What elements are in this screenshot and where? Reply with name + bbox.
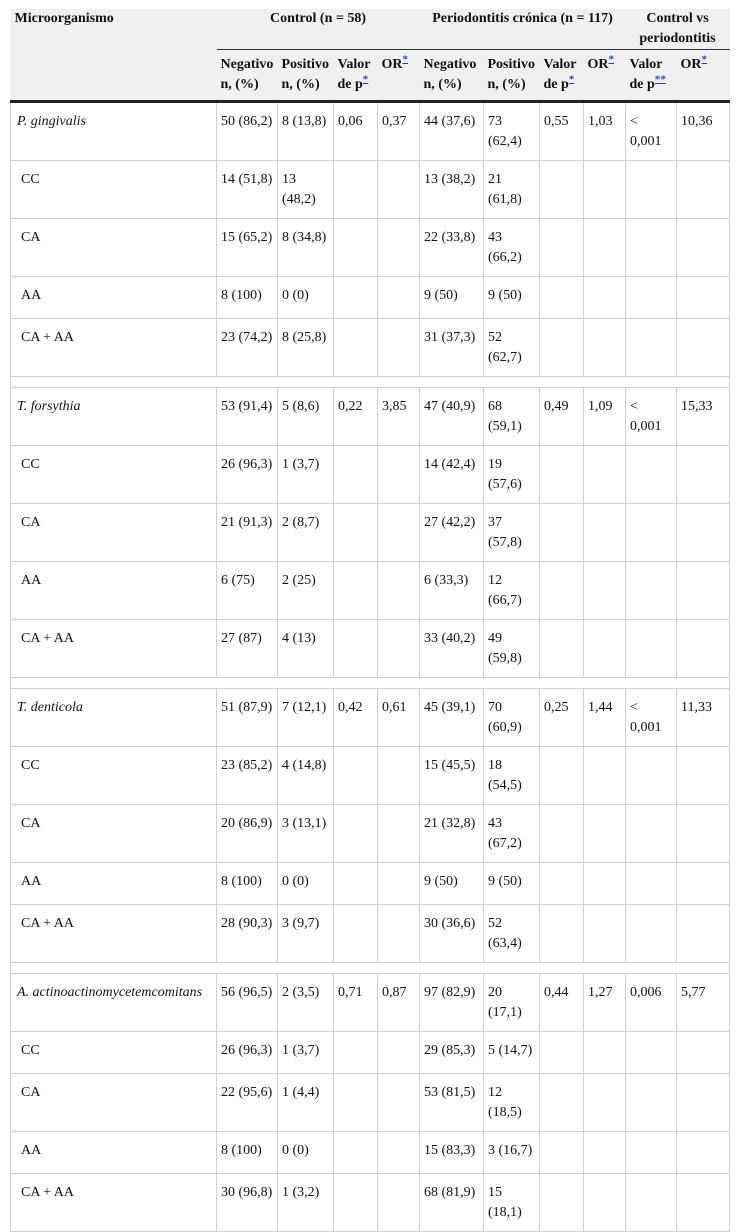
table-row-organism bbox=[11, 102, 730, 161]
cell-value: 13 (38,2) bbox=[420, 161, 484, 219]
table-row-organism bbox=[11, 974, 730, 1032]
cell-value: 68 (59,1) bbox=[484, 388, 540, 446]
cell-empty bbox=[540, 562, 584, 620]
footnote-link[interactable]: * bbox=[402, 53, 408, 66]
cell-empty bbox=[540, 1074, 584, 1132]
cell-value: 27 (42,2) bbox=[420, 504, 484, 562]
table-row-genotype bbox=[11, 1074, 730, 1132]
cell-value: 6 (75) bbox=[217, 562, 278, 620]
cell-value: 0 (0) bbox=[278, 277, 334, 319]
cell-empty bbox=[540, 805, 584, 863]
cell-value: 23 (85,2) bbox=[217, 747, 278, 805]
table-row-genotype bbox=[11, 562, 730, 620]
spacer-cell bbox=[11, 963, 730, 974]
cell-value: 68 (81,9) bbox=[420, 1174, 484, 1232]
subheader-or-vs bbox=[677, 50, 730, 102]
table-row-genotype bbox=[11, 1032, 730, 1074]
cell-empty bbox=[626, 747, 677, 805]
cell-value: 12 (18,5) bbox=[484, 1074, 540, 1132]
cell-value: 29 (85,3) bbox=[420, 1032, 484, 1074]
cell-value: 8 (100) bbox=[217, 863, 278, 905]
cell-value: 8 (13,8) bbox=[278, 102, 334, 161]
cell-value: 33 (40,2) bbox=[420, 620, 484, 678]
cell-value: 14 (51,8) bbox=[217, 161, 278, 219]
cell-empty bbox=[540, 863, 584, 905]
genotype-label: CA bbox=[11, 805, 217, 863]
cell-empty bbox=[677, 161, 730, 219]
cell-value: 26 (96,3) bbox=[217, 446, 278, 504]
cell-value: 7 (12,1) bbox=[278, 689, 334, 747]
cell-value: 8 (100) bbox=[217, 1132, 278, 1174]
cell-value: 10,36 bbox=[677, 102, 730, 161]
table-row-genotype bbox=[11, 905, 730, 963]
organism-name-text: T. denticola bbox=[17, 700, 83, 715]
cell-value: 11,33 bbox=[677, 689, 730, 747]
cell-value: 8 (25,8) bbox=[278, 319, 334, 377]
genotype-label: CA bbox=[11, 219, 217, 277]
cell-empty bbox=[334, 620, 378, 678]
cell-empty bbox=[378, 277, 420, 319]
genotype-label: CC bbox=[11, 1032, 217, 1074]
cell-empty bbox=[334, 1032, 378, 1074]
cell-value: 15,33 bbox=[677, 388, 730, 446]
cell-empty bbox=[540, 747, 584, 805]
cell-empty bbox=[584, 319, 626, 377]
cell-value: 56 (96,5) bbox=[217, 974, 278, 1032]
cell-empty bbox=[626, 1132, 677, 1174]
cell-value: 0,06 bbox=[334, 102, 378, 161]
table-row-genotype bbox=[11, 219, 730, 277]
cell-empty bbox=[378, 319, 420, 377]
cell-value: 0 (0) bbox=[278, 863, 334, 905]
group-header-control: Control (n = 58) bbox=[217, 9, 420, 50]
cell-empty bbox=[584, 161, 626, 219]
cell-value: 37 (57,8) bbox=[484, 504, 540, 562]
cell-empty bbox=[540, 1032, 584, 1074]
cell-value: 97 (82,9) bbox=[420, 974, 484, 1032]
cell-value: 0,42 bbox=[334, 689, 378, 747]
cell-empty bbox=[584, 1074, 626, 1132]
cell-value: 30 (96,8) bbox=[217, 1174, 278, 1232]
organism-name-text: T. forsythia bbox=[17, 399, 81, 414]
cell-empty bbox=[540, 446, 584, 504]
table-body bbox=[11, 102, 730, 1232]
col-header-microorganismo: Microorganismo bbox=[11, 9, 217, 50]
genotype-label: CA bbox=[11, 504, 217, 562]
cell-empty bbox=[334, 219, 378, 277]
cell-empty bbox=[677, 1074, 730, 1132]
table-row-genotype bbox=[11, 620, 730, 678]
table-row-genotype bbox=[11, 805, 730, 863]
cell-empty bbox=[378, 504, 420, 562]
cell-empty bbox=[584, 1032, 626, 1074]
cell-empty bbox=[540, 319, 584, 377]
cell-value: 73 (62,4) bbox=[484, 102, 540, 161]
cell-empty bbox=[626, 1174, 677, 1232]
spacer-cell bbox=[11, 377, 730, 388]
cell-value: 0,22 bbox=[334, 388, 378, 446]
genotype-label: AA bbox=[11, 863, 217, 905]
cell-empty bbox=[334, 1074, 378, 1132]
cell-value: 18 (54,5) bbox=[484, 747, 540, 805]
cell-value: 0 (0) bbox=[278, 1132, 334, 1174]
cell-empty bbox=[334, 905, 378, 963]
cell-value: 9 (50) bbox=[420, 863, 484, 905]
subheader-valor-p-label: Valor de p bbox=[337, 57, 371, 92]
cell-value: 8 (100) bbox=[217, 277, 278, 319]
subheader-or-label: OR bbox=[381, 57, 403, 72]
genotype-label: AA bbox=[11, 1132, 217, 1174]
cell-value: < 0,001 bbox=[626, 689, 677, 747]
cell-value: 43 (66,2) bbox=[484, 219, 540, 277]
cell-value: 9 (50) bbox=[484, 277, 540, 319]
cell-empty bbox=[540, 219, 584, 277]
cell-value: 3 (9,7) bbox=[278, 905, 334, 963]
cell-empty bbox=[584, 1132, 626, 1174]
cell-empty bbox=[378, 1174, 420, 1232]
cell-value: 1 (3,2) bbox=[278, 1174, 334, 1232]
cell-value: 70 (60,9) bbox=[484, 689, 540, 747]
cell-value: 4 (13) bbox=[278, 620, 334, 678]
cell-empty bbox=[378, 161, 420, 219]
cell-value: 5,77 bbox=[677, 974, 730, 1032]
footnote-link[interactable]: * bbox=[568, 73, 575, 86]
subheader-positivo: Positivo n, (%) bbox=[484, 50, 540, 102]
cell-value: 49 (59,8) bbox=[484, 620, 540, 678]
cell-empty bbox=[378, 219, 420, 277]
group-spacer bbox=[11, 678, 730, 689]
cell-value: 2 (25) bbox=[278, 562, 334, 620]
table-row-genotype bbox=[11, 277, 730, 319]
cell-value: 1,27 bbox=[584, 974, 626, 1032]
group-spacer bbox=[11, 377, 730, 388]
cell-value: 53 (91,4) bbox=[217, 388, 278, 446]
group-header-periodontitis: Periodontitis crónica (n = 117) bbox=[420, 9, 626, 50]
cell-empty bbox=[677, 562, 730, 620]
organism-name bbox=[11, 689, 217, 747]
genotype-label: AA bbox=[11, 277, 217, 319]
cell-empty bbox=[378, 1032, 420, 1074]
cell-empty bbox=[334, 805, 378, 863]
cell-empty bbox=[334, 562, 378, 620]
cell-empty bbox=[334, 277, 378, 319]
subheader-or bbox=[584, 50, 626, 102]
cell-value: 44 (37,6) bbox=[420, 102, 484, 161]
cell-value: 27 (87) bbox=[217, 620, 278, 678]
cell-empty bbox=[626, 1074, 677, 1132]
cell-value: 22 (95,6) bbox=[217, 1074, 278, 1132]
cell-value: 53 (81,5) bbox=[420, 1074, 484, 1132]
cell-empty bbox=[540, 161, 584, 219]
cell-empty bbox=[334, 747, 378, 805]
cell-empty bbox=[626, 863, 677, 905]
cell-empty bbox=[540, 277, 584, 319]
genotype-label: CA + AA bbox=[11, 620, 217, 678]
header-empty-cell bbox=[11, 50, 217, 102]
cell-value: 21 (61,8) bbox=[484, 161, 540, 219]
cell-value: 22 (33,8) bbox=[420, 219, 484, 277]
cell-value: 4 (14,8) bbox=[278, 747, 334, 805]
spacer-cell bbox=[11, 678, 730, 689]
cell-empty bbox=[378, 905, 420, 963]
cell-value: 0,61 bbox=[378, 689, 420, 747]
cell-empty bbox=[584, 905, 626, 963]
cell-value: 52 (62,7) bbox=[484, 319, 540, 377]
cell-empty bbox=[677, 319, 730, 377]
cell-value: 12 (66,7) bbox=[484, 562, 540, 620]
cell-value: 47 (40,9) bbox=[420, 388, 484, 446]
genotype-label: CC bbox=[11, 747, 217, 805]
cell-empty bbox=[584, 219, 626, 277]
cell-empty bbox=[677, 805, 730, 863]
cell-value: 3,85 bbox=[378, 388, 420, 446]
cell-empty bbox=[677, 277, 730, 319]
subheader-positivo: Positivo n, (%) bbox=[278, 50, 334, 102]
table-row-genotype bbox=[11, 504, 730, 562]
subheader-negativo: Negativo n, (%) bbox=[217, 50, 278, 102]
cell-value: 1 (4,4) bbox=[278, 1074, 334, 1132]
cell-value: 6 (33,3) bbox=[420, 562, 484, 620]
cell-empty bbox=[626, 1032, 677, 1074]
cell-value: 21 (32,8) bbox=[420, 805, 484, 863]
cell-value: 28 (90,3) bbox=[217, 905, 278, 963]
footnote-link[interactable]: * bbox=[701, 53, 708, 66]
cell-value: 50 (86,2) bbox=[217, 102, 278, 161]
cell-value: 1 (3,7) bbox=[278, 1032, 334, 1074]
cell-empty bbox=[584, 504, 626, 562]
table-row-genotype bbox=[11, 747, 730, 805]
cell-empty bbox=[677, 620, 730, 678]
cell-empty bbox=[626, 905, 677, 963]
cell-value: 31 (37,3) bbox=[420, 319, 484, 377]
table-row-genotype bbox=[11, 446, 730, 504]
cell-value: 15 (83,3) bbox=[420, 1132, 484, 1174]
cell-empty bbox=[378, 805, 420, 863]
cell-empty bbox=[677, 863, 730, 905]
cell-empty bbox=[378, 747, 420, 805]
cell-value: 20 (86,9) bbox=[217, 805, 278, 863]
cell-empty bbox=[677, 1132, 730, 1174]
cell-empty bbox=[540, 504, 584, 562]
cell-empty bbox=[378, 620, 420, 678]
cell-value: 23 (74,2) bbox=[217, 319, 278, 377]
subheader-or-vs-label: OR bbox=[680, 57, 702, 72]
cell-empty bbox=[626, 277, 677, 319]
cell-empty bbox=[677, 446, 730, 504]
genotype-label: CC bbox=[11, 161, 217, 219]
cell-empty bbox=[626, 562, 677, 620]
cell-empty bbox=[626, 620, 677, 678]
cell-empty bbox=[584, 446, 626, 504]
cell-empty bbox=[540, 620, 584, 678]
cell-empty bbox=[584, 277, 626, 319]
cell-value: 1,44 bbox=[584, 689, 626, 747]
group-spacer bbox=[11, 963, 730, 974]
cell-value: 15 (45,5) bbox=[420, 747, 484, 805]
cell-value: 3 (16,7) bbox=[484, 1132, 540, 1174]
cell-value: < 0,001 bbox=[626, 388, 677, 446]
cell-value: 0,37 bbox=[378, 102, 420, 161]
cell-empty bbox=[334, 446, 378, 504]
cell-value: 14 (42,4) bbox=[420, 446, 484, 504]
cell-value: 13 (48,2) bbox=[278, 161, 334, 219]
cell-empty bbox=[626, 319, 677, 377]
cell-value: < 0,001 bbox=[626, 102, 677, 161]
cell-value: 0,006 bbox=[626, 974, 677, 1032]
cell-value: 9 (50) bbox=[420, 277, 484, 319]
cell-value: 5 (14,7) bbox=[484, 1032, 540, 1074]
cell-value: 1,09 bbox=[584, 388, 626, 446]
genotype-label: CA + AA bbox=[11, 905, 217, 963]
cell-value: 8 (34,8) bbox=[278, 219, 334, 277]
cell-value: 3 (13,1) bbox=[278, 805, 334, 863]
cell-empty bbox=[378, 1074, 420, 1132]
cell-empty bbox=[677, 1174, 730, 1232]
cell-value: 45 (39,1) bbox=[420, 689, 484, 747]
organism-name bbox=[11, 388, 217, 446]
cell-empty bbox=[584, 805, 626, 863]
cell-empty bbox=[540, 905, 584, 963]
cell-empty bbox=[540, 1174, 584, 1232]
cell-empty bbox=[677, 905, 730, 963]
cell-empty bbox=[334, 504, 378, 562]
table-row-genotype bbox=[11, 863, 730, 905]
footnote-link[interactable]: * bbox=[608, 53, 614, 66]
cell-empty bbox=[378, 1132, 420, 1174]
subheader-valor-p bbox=[334, 50, 378, 102]
cell-value: 30 (36,6) bbox=[420, 905, 484, 963]
cell-empty bbox=[334, 863, 378, 905]
cell-value: 1,03 bbox=[584, 102, 626, 161]
organism-name bbox=[11, 102, 217, 161]
cell-value: 0,87 bbox=[378, 974, 420, 1032]
cell-empty bbox=[677, 1032, 730, 1074]
cell-empty bbox=[584, 620, 626, 678]
cell-empty bbox=[626, 504, 677, 562]
table-row-genotype bbox=[11, 319, 730, 377]
cell-value: 20 (17,1) bbox=[484, 974, 540, 1032]
cell-empty bbox=[334, 319, 378, 377]
table-row-organism bbox=[11, 388, 730, 446]
genotype-label: CA + AA bbox=[11, 319, 217, 377]
organism-name-text: P. gingivalis bbox=[17, 114, 86, 129]
subheader-valor-p bbox=[540, 50, 584, 102]
cell-empty bbox=[334, 1132, 378, 1174]
subheader-valor-p-label: Valor de p bbox=[543, 57, 577, 92]
subheader-negativo: Negativo n, (%) bbox=[420, 50, 484, 102]
cell-empty bbox=[584, 1174, 626, 1232]
cell-value: 2 (3,5) bbox=[278, 974, 334, 1032]
cell-empty bbox=[378, 562, 420, 620]
cell-empty bbox=[584, 747, 626, 805]
cell-value: 21 (91,3) bbox=[217, 504, 278, 562]
genotype-label: AA bbox=[11, 562, 217, 620]
cell-empty bbox=[584, 562, 626, 620]
cell-empty bbox=[540, 1132, 584, 1174]
cell-empty bbox=[378, 446, 420, 504]
cell-value: 26 (96,3) bbox=[217, 1032, 278, 1074]
group-header-vs: Control vs periodontitis bbox=[626, 9, 730, 50]
subheader-valor-p-vs bbox=[626, 50, 677, 102]
cell-value: 9 (50) bbox=[484, 863, 540, 905]
cell-empty bbox=[584, 863, 626, 905]
cell-value: 0,25 bbox=[540, 689, 584, 747]
results-table bbox=[10, 9, 730, 1232]
cell-empty bbox=[626, 446, 677, 504]
table-row-genotype bbox=[11, 1132, 730, 1174]
genotype-label: CC bbox=[11, 446, 217, 504]
footnote-link[interactable]: * bbox=[362, 73, 369, 86]
cell-empty bbox=[334, 161, 378, 219]
cell-value: 51 (87,9) bbox=[217, 689, 278, 747]
organism-name-text: A. actinoactinomycetemcomitans bbox=[17, 985, 203, 1000]
cell-value: 2 (8,7) bbox=[278, 504, 334, 562]
cell-value: 1 (3,7) bbox=[278, 446, 334, 504]
genotype-label: CA bbox=[11, 1074, 217, 1132]
subheader-valor-p-vs-label: Valor de p bbox=[629, 57, 663, 92]
cell-empty bbox=[626, 161, 677, 219]
cell-value: 5 (8,6) bbox=[278, 388, 334, 446]
cell-value: 52 (63,4) bbox=[484, 905, 540, 963]
cell-empty bbox=[626, 219, 677, 277]
cell-value: 19 (57,6) bbox=[484, 446, 540, 504]
cell-value: 15 (65,2) bbox=[217, 219, 278, 277]
subheader-or bbox=[378, 50, 420, 102]
cell-empty bbox=[677, 219, 730, 277]
table-row-organism bbox=[11, 689, 730, 747]
footnote-link[interactable]: ** bbox=[654, 73, 666, 86]
cell-value: 0,55 bbox=[540, 102, 584, 161]
subheader-or-label: OR bbox=[587, 57, 609, 72]
table-row-genotype bbox=[11, 161, 730, 219]
cell-empty bbox=[378, 863, 420, 905]
cell-empty bbox=[334, 1174, 378, 1232]
cell-value: 15 (18,1) bbox=[484, 1174, 540, 1232]
organism-name bbox=[11, 974, 217, 1032]
cell-value: 0,71 bbox=[334, 974, 378, 1032]
table-row-genotype bbox=[11, 1174, 730, 1232]
cell-value: 0,49 bbox=[540, 388, 584, 446]
cell-value: 43 (67,2) bbox=[484, 805, 540, 863]
cell-empty bbox=[626, 805, 677, 863]
genotype-label: CA + AA bbox=[11, 1174, 217, 1232]
cell-empty bbox=[677, 504, 730, 562]
cell-value: 0,44 bbox=[540, 974, 584, 1032]
cell-empty bbox=[677, 747, 730, 805]
